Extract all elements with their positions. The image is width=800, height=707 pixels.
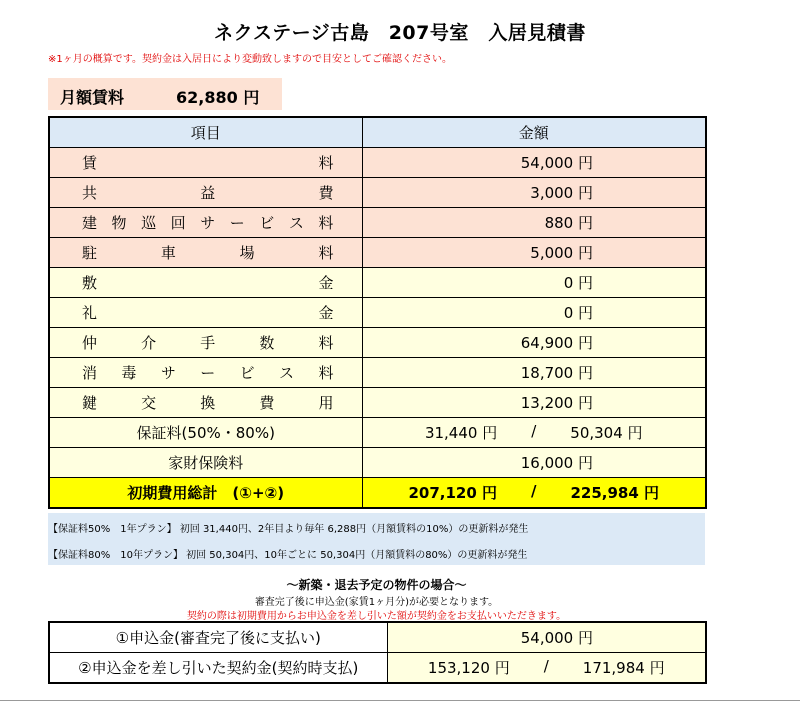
header-amount: 金額 [362, 117, 706, 148]
cost-item-char: 消 [82, 364, 98, 382]
cost-row [49, 238, 706, 268]
cost-item-char: 鍵 [82, 394, 98, 412]
contract-amount-80: 171,984 円 [582, 659, 665, 677]
cost-item-char: 料 [318, 154, 334, 172]
total-row [49, 478, 706, 509]
contract-fee-note: 契約の際は初期費用からお申込金を差し引いた額が契約金をお支払いいただきます。 [186, 611, 567, 622]
cost-item-amount: 5,000 円 [362, 238, 706, 268]
monthly-rent-label: 月額賃料 [60, 88, 125, 107]
cost-item-label [50, 212, 362, 233]
plan-80-note: 【保証料80% 10年プラン】 初回 50,304円、10年ごとに 50,304円（月額賃料の80%）の更新料が発生 [48, 550, 528, 561]
payment-table [48, 621, 707, 684]
monthly-rent-value: 62,880 円 [176, 88, 260, 107]
cost-item-char: 車 [160, 244, 176, 262]
total-amount-50: 207,120 円 [408, 484, 497, 502]
guarantee-label: 保証料(50%・80%) [49, 418, 362, 448]
insurance-row [49, 448, 706, 478]
cost-row [49, 268, 706, 298]
application-fee-note: 審査完了後に申込金(家賃1ヶ月分)が必要となります。 [254, 597, 499, 608]
contract-fee-label: ②申込金を差し引いた契約金(契約時支払) [49, 653, 387, 684]
cost-item-char: 敷 [82, 274, 98, 292]
cost-item-char: ー [200, 364, 216, 382]
bottom-divider [0, 700, 800, 701]
guarantee-amount-80: 50,304 円 [570, 424, 643, 442]
cost-item-char: 益 [200, 184, 216, 202]
cost-item-label [50, 272, 362, 293]
cost-table [48, 116, 707, 509]
cost-item-amount: 18,700 円 [362, 358, 706, 388]
cost-item-char: 賃 [82, 154, 98, 172]
table-header [49, 117, 706, 148]
cost-item-char: 料 [318, 334, 334, 352]
contract-separator: / [543, 657, 549, 675]
cost-item-char: 手 [200, 334, 216, 352]
cost-item-char: ス [288, 214, 304, 232]
cost-item-label [50, 242, 362, 263]
application-fee-label: ①申込金(審査完了後に支払い) [49, 622, 387, 653]
application-fee-amount: 54,000 円 [387, 622, 706, 653]
cost-item-label [50, 392, 362, 413]
cost-item-char: サ [200, 214, 216, 232]
cost-row [49, 388, 706, 418]
cost-item-amount: 64,900 円 [362, 328, 706, 358]
guarantee-separator: / [531, 422, 537, 440]
insurance-label: 家財保険料 [49, 448, 362, 478]
cost-item-char: 金 [318, 274, 334, 292]
cost-item-char: 用 [318, 394, 334, 412]
cost-item-amount: 54,000 円 [362, 148, 706, 178]
cost-item-char: 料 [318, 244, 334, 262]
cost-item-char: ー [229, 214, 245, 232]
cost-item-char: ス [279, 364, 295, 382]
cost-item-amount: 0 円 [362, 268, 706, 298]
guarantee-amount-50: 31,440 円 [424, 424, 498, 442]
cost-item-char: 料 [318, 364, 334, 382]
cost-item-amount: 3,000 円 [362, 178, 706, 208]
total-separator: / [531, 482, 537, 500]
cost-row [49, 148, 706, 178]
cost-item-char: 駐 [82, 244, 98, 262]
cost-item-label [50, 302, 362, 323]
cost-item-char: 金 [318, 304, 334, 322]
cost-item-char: 介 [141, 334, 157, 352]
cost-item-amount: 13,200 円 [362, 388, 706, 418]
cost-item-char: ビ [259, 214, 275, 232]
monthly-rent-box [48, 78, 282, 110]
total-amount-80: 225,984 円 [570, 484, 660, 502]
cost-item-char: 換 [200, 394, 216, 412]
cost-item-char: サ [160, 364, 176, 382]
cost-item-char: 建 [82, 214, 98, 232]
plan-50-note: 【保証料50% 1年プラン】 初回 31,440円、2年目より毎年 6,288円（月額賃料の10%）の更新料が発生 [48, 524, 529, 535]
contract-amount-50: 153,120 円 [427, 659, 510, 677]
cost-item-char: 交 [141, 394, 157, 412]
payment-row-contract [49, 653, 706, 684]
cost-row [49, 208, 706, 238]
cost-item-label [50, 362, 362, 383]
cost-item-char: 共 [82, 184, 98, 202]
cost-row [49, 328, 706, 358]
cost-item-char: 場 [239, 244, 255, 262]
total-label: 初期費用総計 (①+②) [49, 478, 362, 509]
cost-item-label [50, 332, 362, 353]
cost-row [49, 298, 706, 328]
cost-item-char: 数 [259, 334, 275, 352]
guarantee-row [49, 418, 706, 448]
new-property-subtitle: ～新築・退去予定の物件の場合～ [286, 578, 467, 592]
payment-row-application [49, 622, 706, 653]
page-title: ネクステージ古島 207号室 入居見積書 [214, 22, 586, 44]
cost-item-char: 仲 [82, 334, 98, 352]
cost-item-label [50, 182, 362, 203]
cost-item-amount: 880 円 [362, 208, 706, 238]
cost-item-char: 料 [318, 214, 334, 232]
cost-row [49, 178, 706, 208]
header-item: 項目 [49, 117, 362, 148]
guarantee-plans [48, 513, 705, 565]
cost-item-char: 物 [111, 214, 127, 232]
cost-item-amount: 0 円 [362, 298, 706, 328]
cost-item-char: 巡 [141, 214, 157, 232]
cost-item-char: 費 [318, 184, 334, 202]
cost-row [49, 358, 706, 388]
cost-item-char: 毒 [121, 364, 137, 382]
cost-item-char: 回 [170, 214, 186, 232]
estimate-note: ※1ヶ月の概算です。契約金は入居日により変動致しますので目安としてご確認ください。 [48, 54, 452, 65]
insurance-amount: 16,000 円 [362, 448, 706, 478]
cost-item-char: 礼 [82, 304, 98, 322]
cost-item-label [50, 152, 362, 173]
cost-item-char: 費 [259, 394, 275, 412]
cost-item-char: ビ [239, 364, 255, 382]
